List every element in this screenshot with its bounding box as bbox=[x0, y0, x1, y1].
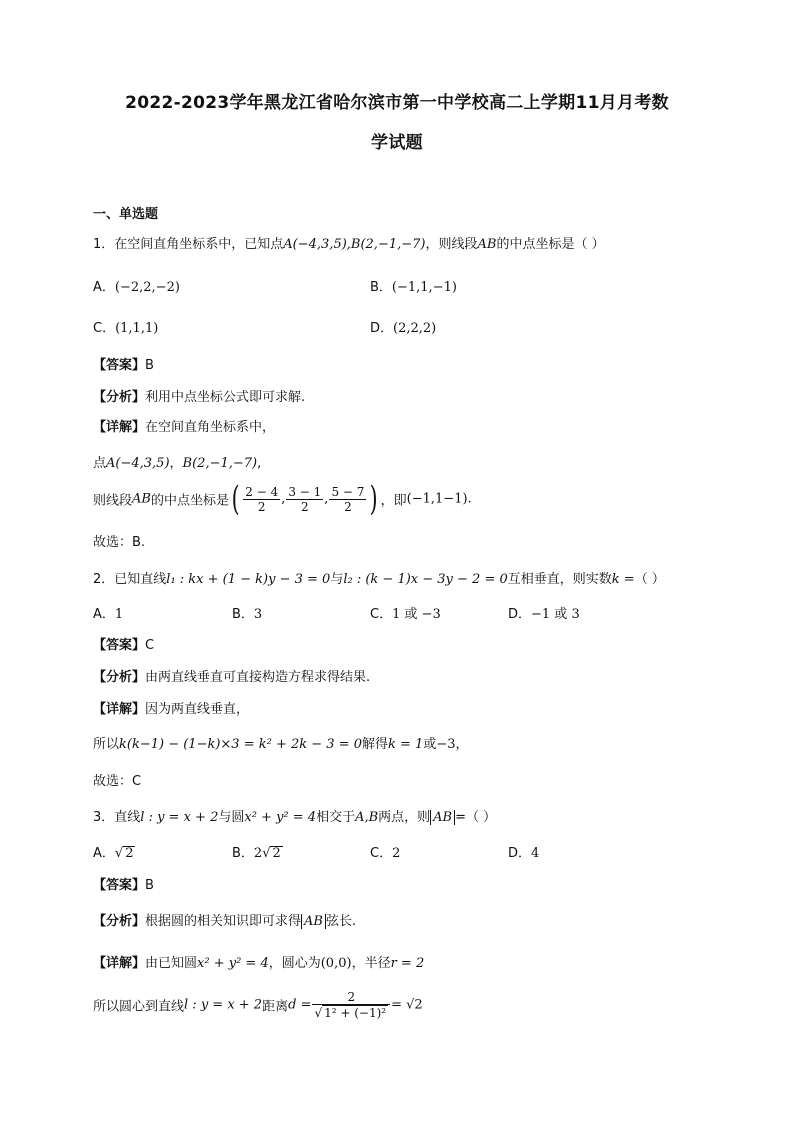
q1-segment: AB bbox=[477, 237, 497, 252]
option-value: 3 bbox=[253, 607, 263, 622]
result: (−1,1−1). bbox=[406, 491, 472, 507]
comma: , bbox=[324, 491, 329, 507]
point-a: A(−4,3,5) bbox=[106, 456, 170, 471]
text: 由已知圆 bbox=[145, 956, 198, 971]
answer-tag: 【答案】 bbox=[93, 358, 146, 373]
text: 所以圆心到直线 bbox=[93, 999, 185, 1015]
option-value: (1,1,1) bbox=[115, 321, 159, 336]
q2-answer bbox=[93, 634, 154, 653]
analysis-text: 利用中点坐标公式即可求解. bbox=[145, 390, 306, 405]
q2-option-a bbox=[93, 603, 123, 622]
line-l: l : y = x + 2 bbox=[140, 810, 219, 825]
option-value: (−2,2,−2) bbox=[114, 280, 180, 295]
option-value: 1 或 −3 bbox=[392, 607, 441, 622]
text: 与圆 bbox=[218, 810, 245, 825]
detail-tag: 【详解】 bbox=[93, 956, 146, 971]
q2-equation-line bbox=[93, 733, 469, 752]
text: 相交于 bbox=[316, 810, 356, 825]
section-heading: 一、单选题 bbox=[93, 207, 159, 222]
q3-option-b bbox=[232, 842, 283, 861]
q1-points: A(−4,3,5),B(2,−1,−7) bbox=[283, 237, 426, 252]
text: 两点，则 bbox=[378, 810, 431, 825]
abs-ab: AB bbox=[430, 810, 455, 825]
numerator: 3 − 1 bbox=[288, 484, 322, 499]
option-value: 4 bbox=[531, 846, 540, 861]
q1-stem-text-c: 的中点坐标是（ ） bbox=[496, 237, 605, 252]
q1-midpoint-line bbox=[93, 479, 472, 519]
detail-tag: 【详解】 bbox=[93, 702, 146, 717]
option-label: B． bbox=[232, 607, 254, 622]
line-l1: l₁ : kx + (1 − k)y − 3 = 0 bbox=[166, 572, 331, 587]
fraction-z bbox=[329, 485, 366, 514]
analysis-tag: 【分析】 bbox=[93, 390, 146, 405]
q2-option-c bbox=[370, 603, 441, 622]
result: = √2 bbox=[391, 997, 423, 1013]
equation: k(k−1) − (1−k)×3 = k² + 2k − 3 = 0 bbox=[119, 737, 362, 752]
option-label: B． bbox=[232, 846, 254, 861]
answer-value: C bbox=[145, 638, 155, 653]
circle-eq: x² + y² = 4 bbox=[244, 810, 317, 825]
answer-tag: 【答案】 bbox=[93, 638, 146, 653]
option-label: C． bbox=[370, 607, 393, 622]
q1-points-line bbox=[93, 452, 261, 471]
option-label: C． bbox=[93, 321, 116, 336]
comma: , bbox=[281, 491, 286, 507]
q3-detail bbox=[93, 952, 424, 971]
distance-fraction bbox=[312, 990, 390, 1020]
detail-text: 在空间直角坐标系中， bbox=[145, 420, 276, 435]
distance-label: d = bbox=[288, 997, 312, 1013]
option-label: A． bbox=[93, 846, 115, 861]
segment: AB bbox=[132, 491, 151, 507]
text: 点 bbox=[93, 456, 107, 471]
right-paren-icon: ) bbox=[370, 479, 379, 519]
text: ， bbox=[455, 737, 469, 752]
text: ，半径 bbox=[351, 956, 391, 971]
text: 距离 bbox=[262, 999, 289, 1015]
option-value: (−1,1,−1) bbox=[391, 280, 457, 295]
answer-tag: 【答案】 bbox=[93, 878, 146, 893]
points: A,B bbox=[355, 810, 379, 825]
q1-stem-text-a: 1．在空间直角坐标系中，已知点 bbox=[93, 237, 284, 252]
sqrt-icon: 2√ bbox=[253, 846, 271, 861]
denominator: √ 1² + (−1)² bbox=[314, 1006, 387, 1020]
text: （ ） bbox=[634, 572, 665, 587]
text: 2．已知直线 bbox=[93, 572, 167, 587]
answer-value: B bbox=[145, 878, 154, 893]
fraction-x bbox=[243, 485, 280, 514]
numerator: 5 − 7 bbox=[331, 484, 365, 499]
left-paren-icon: ( bbox=[231, 479, 240, 519]
denominator: 2 bbox=[257, 499, 266, 514]
q3-stem bbox=[93, 806, 496, 825]
option-label: D． bbox=[370, 321, 394, 336]
q3-option-d bbox=[508, 842, 539, 861]
text: ，圆心为 bbox=[268, 956, 321, 971]
analysis-text: 根据圆的相关知识即可求得 bbox=[145, 914, 302, 929]
numerator: 2 bbox=[312, 990, 390, 1005]
option-label: C． bbox=[370, 846, 393, 861]
abs-ab: AB bbox=[301, 914, 326, 929]
circle-eq: x² + y² = 4 bbox=[197, 956, 269, 971]
denominator-radicand: 1² + (−1)² bbox=[324, 1006, 387, 1020]
analysis-text: 由两直线垂直可直接构造方程求得结果. bbox=[145, 670, 371, 685]
text: , bbox=[257, 456, 262, 471]
q3-option-c bbox=[370, 842, 400, 861]
detail-tag: 【详解】 bbox=[93, 420, 146, 435]
denominator: 2 bbox=[344, 499, 352, 514]
text: 的中点坐标是 bbox=[150, 493, 229, 509]
option-label: D． bbox=[508, 846, 532, 861]
numerator: 2 − 4 bbox=[245, 484, 279, 499]
q1-option-b bbox=[370, 276, 457, 295]
analysis-text: 弦长. bbox=[325, 914, 357, 929]
q2-analysis bbox=[93, 666, 370, 685]
q2-option-d bbox=[508, 603, 580, 622]
document-title-line2: 学试题 bbox=[371, 133, 423, 153]
text: 解得 bbox=[362, 737, 389, 752]
sqrt-icon: √ bbox=[114, 846, 124, 861]
text: ， bbox=[169, 456, 183, 471]
option-label: B． bbox=[370, 280, 392, 295]
option-value: 2 bbox=[125, 846, 134, 861]
variable-k: k = bbox=[611, 572, 635, 587]
q2-stem bbox=[93, 568, 665, 587]
option-value: 2 bbox=[272, 846, 281, 861]
text: 或 bbox=[423, 737, 437, 752]
answer-value: B bbox=[145, 358, 154, 373]
q1-detail bbox=[93, 416, 275, 435]
solution: −3 bbox=[436, 737, 456, 752]
text: =（ ） bbox=[455, 810, 497, 825]
q2-choose: 故选：C bbox=[93, 774, 142, 789]
q2-option-b bbox=[232, 603, 262, 622]
q1-choose: 故选：B. bbox=[93, 535, 146, 550]
q1-option-c bbox=[93, 317, 158, 336]
q3-option-a bbox=[93, 842, 135, 861]
solution: k = 1 bbox=[388, 737, 424, 752]
q1-stem-text-b: ，则线段 bbox=[425, 237, 478, 252]
option-value: 1 bbox=[114, 607, 124, 622]
option-value: (2,2,2) bbox=[393, 321, 437, 336]
text: 与 bbox=[330, 572, 344, 587]
text: 则线段 bbox=[93, 493, 133, 509]
fraction-y bbox=[286, 485, 323, 514]
option-value: 2 bbox=[392, 846, 401, 861]
denominator: 2 bbox=[301, 499, 309, 514]
center: (0,0) bbox=[320, 956, 352, 971]
q3-answer bbox=[93, 874, 154, 893]
text: 互相垂直，则实数 bbox=[507, 572, 612, 587]
text: 所以 bbox=[93, 737, 120, 752]
line-l: l : y = x + 2 bbox=[184, 997, 263, 1013]
detail-text: 因为两直线垂直， bbox=[145, 702, 250, 717]
q2-detail bbox=[93, 698, 249, 717]
text: 3．直线 bbox=[93, 810, 141, 825]
analysis-tag: 【分析】 bbox=[93, 914, 146, 929]
q1-option-a bbox=[93, 276, 180, 295]
text: ，即 bbox=[380, 493, 407, 509]
q1-option-d bbox=[370, 317, 436, 336]
line-l2: l₂ : (k − 1)x − 3y − 2 = 0 bbox=[343, 572, 508, 587]
option-label: A． bbox=[93, 607, 115, 622]
q1-analysis bbox=[93, 386, 305, 405]
document-title-line1: 2022-2023学年黑龙江省哈尔滨市第一中学校高二上学期11月月考数 bbox=[125, 93, 669, 113]
option-value: −1 或 3 bbox=[531, 607, 580, 622]
radius: r = 2 bbox=[390, 956, 425, 971]
point-b: B(2,−1,−7) bbox=[182, 456, 258, 471]
q3-analysis bbox=[93, 910, 356, 929]
q1-stem bbox=[93, 233, 605, 252]
option-label: D． bbox=[508, 607, 532, 622]
q3-distance-line bbox=[93, 990, 423, 1020]
q1-answer bbox=[93, 354, 154, 373]
analysis-tag: 【分析】 bbox=[93, 670, 146, 685]
option-label: A． bbox=[93, 280, 115, 295]
